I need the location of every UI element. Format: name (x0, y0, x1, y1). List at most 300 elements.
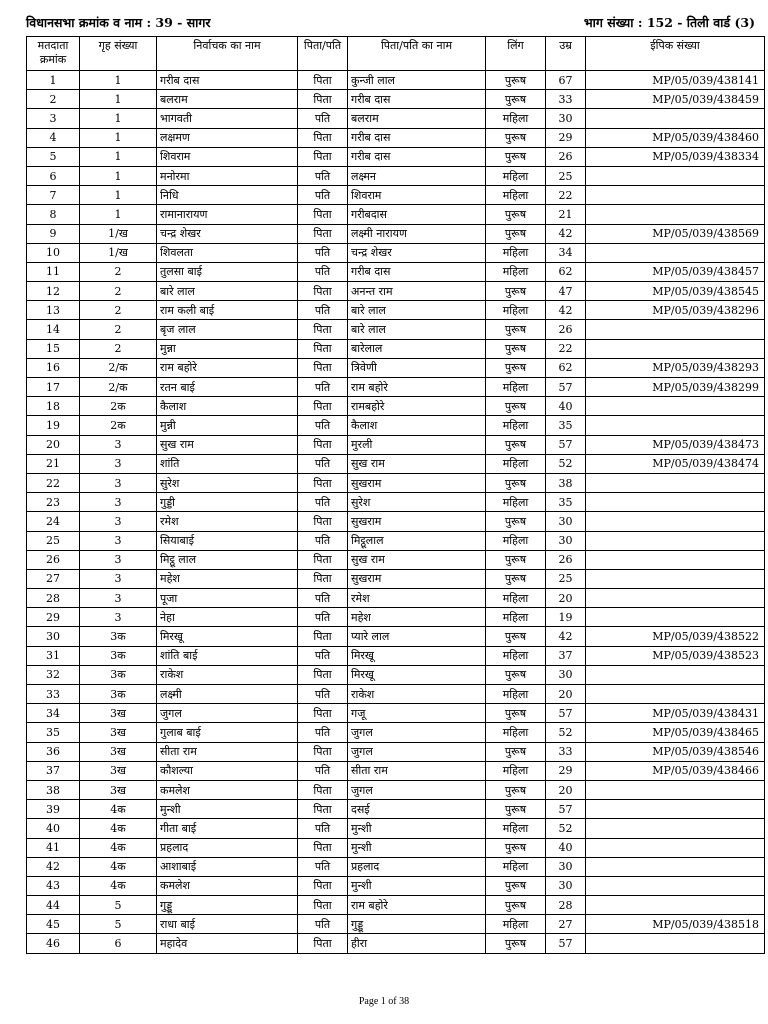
relation-cell: पिता (298, 665, 348, 684)
name-cell: रतन बाई (157, 378, 298, 397)
table-row (27, 838, 765, 857)
epic-cell: MP/05/039/438466 (586, 761, 765, 780)
epic-cell: MP/05/039/438474 (586, 454, 765, 473)
house-cell: 2/क (80, 358, 157, 377)
gender-cell: पुरूष (486, 934, 546, 953)
table-row (27, 512, 765, 531)
relation-cell: पिता (298, 90, 348, 109)
relation-cell: पति (298, 685, 348, 704)
age-cell: 42 (546, 301, 586, 320)
house-cell: 1 (80, 166, 157, 185)
relation-cell: पिता (298, 627, 348, 646)
house-cell: 3ख (80, 704, 157, 723)
epic-cell (586, 876, 765, 895)
house-cell: 2 (80, 320, 157, 339)
relative-name-cell: मिरखू (348, 665, 486, 684)
relative-name-cell: गुड्डू (348, 915, 486, 934)
table-row (27, 780, 765, 799)
relation-cell: पति (298, 262, 348, 281)
table-row (27, 857, 765, 876)
epic-cell: MP/05/039/438569 (586, 224, 765, 243)
epic-cell (586, 800, 765, 819)
age-cell: 21 (546, 205, 586, 224)
epic-cell: MP/05/039/438431 (586, 704, 765, 723)
house-cell: 1 (80, 205, 157, 224)
name-cell: बारे लाल (157, 282, 298, 301)
name-cell: महादेव (157, 934, 298, 953)
relative-name-cell: अनन्त राम (348, 282, 486, 301)
relative-name-cell: गरीब दास (348, 147, 486, 166)
epic-cell (586, 493, 765, 512)
col-header-serial: मतदाता क्रमांक (27, 37, 80, 71)
table-row (27, 627, 765, 646)
name-cell: शांति (157, 454, 298, 473)
age-cell: 29 (546, 128, 586, 147)
gender-cell: महिला (486, 493, 546, 512)
gender-cell: महिला (486, 723, 546, 742)
serial-cell: 42 (27, 857, 80, 876)
age-cell: 33 (546, 742, 586, 761)
relative-name-cell: राकेश (348, 685, 486, 704)
age-cell: 33 (546, 90, 586, 109)
relative-name-cell: बारे लाल (348, 301, 486, 320)
epic-cell (586, 608, 765, 627)
relative-name-cell: रमेश (348, 589, 486, 608)
relation-cell: पति (298, 723, 348, 742)
relative-name-cell: मुरली (348, 435, 486, 454)
table-header-row (27, 37, 765, 71)
relative-name-cell: प्रहलाद (348, 857, 486, 876)
name-cell: मुन्शी (157, 800, 298, 819)
serial-cell: 29 (27, 608, 80, 627)
part-title: भाग संख्या : 152 - तिली वार्ड (3) (583, 15, 755, 30)
epic-cell: MP/05/039/438457 (586, 262, 765, 281)
relative-name-cell: हीरा (348, 934, 486, 953)
gender-cell: पुरूष (486, 90, 546, 109)
gender-cell: पुरूष (486, 800, 546, 819)
epic-cell: MP/05/039/438334 (586, 147, 765, 166)
col-header-name: निर्वाचक का नाम (157, 37, 298, 71)
table-row (27, 531, 765, 550)
epic-cell (586, 320, 765, 339)
age-cell: 26 (546, 320, 586, 339)
epic-cell (586, 550, 765, 569)
name-cell: राम बहोरे (157, 358, 298, 377)
serial-cell: 5 (27, 147, 80, 166)
age-cell: 27 (546, 915, 586, 934)
relation-cell: पति (298, 608, 348, 627)
age-cell: 37 (546, 646, 586, 665)
table-row (27, 665, 765, 684)
serial-cell: 18 (27, 397, 80, 416)
table-body (27, 71, 765, 954)
epic-cell (586, 205, 765, 224)
serial-cell: 4 (27, 128, 80, 147)
age-cell: 25 (546, 569, 586, 588)
relation-cell: पिता (298, 742, 348, 761)
epic-cell: MP/05/039/438523 (586, 646, 765, 665)
table-row (27, 109, 765, 128)
gender-cell: महिला (486, 186, 546, 205)
table-row (27, 646, 765, 665)
house-cell: 2क (80, 416, 157, 435)
page-header (26, 14, 755, 34)
epic-cell: MP/05/039/438293 (586, 358, 765, 377)
relative-name-cell: जुगल (348, 780, 486, 799)
table-row (27, 876, 765, 895)
age-cell: 62 (546, 358, 586, 377)
age-cell: 34 (546, 243, 586, 262)
relation-cell: पिता (298, 71, 348, 90)
relation-cell: पिता (298, 800, 348, 819)
house-cell: 2 (80, 301, 157, 320)
gender-cell: पुरूष (486, 512, 546, 531)
age-cell: 25 (546, 166, 586, 185)
epic-cell: MP/05/039/438141 (586, 71, 765, 90)
name-cell: बृज लाल (157, 320, 298, 339)
gender-cell: पुरूष (486, 205, 546, 224)
gender-cell: महिला (486, 301, 546, 320)
age-cell: 57 (546, 435, 586, 454)
serial-cell: 25 (27, 531, 80, 550)
gender-cell: महिला (486, 262, 546, 281)
relation-cell: पिता (298, 934, 348, 953)
gender-cell: महिला (486, 589, 546, 608)
table-row (27, 704, 765, 723)
serial-cell: 13 (27, 301, 80, 320)
name-cell: तुलसा बाई (157, 262, 298, 281)
relation-cell: पिता (298, 282, 348, 301)
gender-cell: पुरूष (486, 397, 546, 416)
name-cell: कमलेश (157, 876, 298, 895)
epic-cell (586, 838, 765, 857)
relative-name-cell: गरीब दास (348, 262, 486, 281)
house-cell: 1 (80, 90, 157, 109)
constituency-title: विधानसभा क्रमांक व नाम : 39 - सागर (26, 15, 211, 30)
name-cell: प्रहलाद (157, 838, 298, 857)
epic-cell (586, 339, 765, 358)
relation-cell: पति (298, 819, 348, 838)
age-cell: 62 (546, 262, 586, 281)
serial-cell: 1 (27, 71, 80, 90)
age-cell: 40 (546, 838, 586, 857)
house-cell: 2 (80, 282, 157, 301)
relative-name-cell: सुखराम (348, 473, 486, 492)
relative-name-cell: लक्ष्मी नारायण (348, 224, 486, 243)
relative-name-cell: सुखराम (348, 569, 486, 588)
serial-cell: 11 (27, 262, 80, 281)
serial-cell: 26 (27, 550, 80, 569)
serial-cell: 31 (27, 646, 80, 665)
voter-table (26, 36, 765, 954)
epic-cell (586, 857, 765, 876)
name-cell: नेहा (157, 608, 298, 627)
table-row (27, 90, 765, 109)
age-cell: 28 (546, 896, 586, 915)
age-cell: 38 (546, 473, 586, 492)
house-cell: 3क (80, 685, 157, 704)
serial-cell: 27 (27, 569, 80, 588)
relative-name-cell: रामबहोरे (348, 397, 486, 416)
gender-cell: पुरूष (486, 473, 546, 492)
gender-cell: महिला (486, 819, 546, 838)
table-row (27, 608, 765, 627)
relation-cell: पति (298, 166, 348, 185)
age-cell: 42 (546, 627, 586, 646)
house-cell: 3 (80, 493, 157, 512)
table-row (27, 205, 765, 224)
house-cell: 2 (80, 339, 157, 358)
col-header-epic: ईपिक संख्या (586, 37, 765, 71)
gender-cell: पुरूष (486, 147, 546, 166)
table-row (27, 224, 765, 243)
house-cell: 3 (80, 512, 157, 531)
serial-cell: 35 (27, 723, 80, 742)
age-cell: 20 (546, 685, 586, 704)
gender-cell: महिला (486, 243, 546, 262)
serial-cell: 21 (27, 454, 80, 473)
name-cell: सियाबाई (157, 531, 298, 550)
relative-name-cell: सुरेश (348, 493, 486, 512)
table-row (27, 147, 765, 166)
gender-cell: पुरूष (486, 71, 546, 90)
serial-cell: 24 (27, 512, 80, 531)
name-cell: राधा बाई (157, 915, 298, 934)
epic-cell (586, 569, 765, 588)
name-cell: रमेश (157, 512, 298, 531)
epic-cell (586, 780, 765, 799)
relation-cell: पति (298, 646, 348, 665)
relative-name-cell: गरीब दास (348, 90, 486, 109)
house-cell: 3 (80, 531, 157, 550)
relative-name-cell: सुख राम (348, 454, 486, 473)
age-cell: 22 (546, 339, 586, 358)
name-cell: मिरखू (157, 627, 298, 646)
house-cell: 1 (80, 71, 157, 90)
name-cell: पूजा (157, 589, 298, 608)
house-cell: 6 (80, 934, 157, 953)
gender-cell: महिला (486, 109, 546, 128)
name-cell: कमलेश (157, 780, 298, 799)
age-cell: 22 (546, 186, 586, 205)
name-cell: मुन्ना (157, 339, 298, 358)
relative-name-cell: मिरखू (348, 646, 486, 665)
table-row (27, 800, 765, 819)
name-cell: महेश (157, 569, 298, 588)
age-cell: 30 (546, 512, 586, 531)
age-cell: 30 (546, 665, 586, 684)
name-cell: भागवती (157, 109, 298, 128)
house-cell: 4क (80, 838, 157, 857)
age-cell: 52 (546, 819, 586, 838)
table-row (27, 339, 765, 358)
serial-cell: 10 (27, 243, 80, 262)
page-footer: Page 1 of 38 (358, 996, 410, 1007)
epic-cell: MP/05/039/438296 (586, 301, 765, 320)
house-cell: 3 (80, 550, 157, 569)
epic-cell (586, 934, 765, 953)
epic-cell (586, 109, 765, 128)
epic-cell (586, 819, 765, 838)
table-row (27, 819, 765, 838)
epic-cell: MP/05/039/438545 (586, 282, 765, 301)
age-cell: 30 (546, 531, 586, 550)
relative-name-cell: सुखराम (348, 512, 486, 531)
relative-name-cell: कैलाश (348, 416, 486, 435)
house-cell: 3क (80, 627, 157, 646)
name-cell: शिवलता (157, 243, 298, 262)
table-row (27, 685, 765, 704)
age-cell: 40 (546, 397, 586, 416)
relative-name-cell: बारे लाल (348, 320, 486, 339)
epic-cell (586, 589, 765, 608)
age-cell: 57 (546, 800, 586, 819)
house-cell: 1 (80, 147, 157, 166)
epic-cell: MP/05/039/438518 (586, 915, 765, 934)
age-cell: 26 (546, 147, 586, 166)
serial-cell: 39 (27, 800, 80, 819)
relation-cell: पिता (298, 224, 348, 243)
age-cell: 19 (546, 608, 586, 627)
relation-cell: पति (298, 915, 348, 934)
age-cell: 52 (546, 454, 586, 473)
table-row (27, 915, 765, 934)
house-cell: 1/ख (80, 243, 157, 262)
relative-name-cell: जुगल (348, 723, 486, 742)
relation-cell: पिता (298, 435, 348, 454)
serial-cell: 9 (27, 224, 80, 243)
table-row (27, 550, 765, 569)
serial-cell: 12 (27, 282, 80, 301)
relative-name-cell: त्रिवेणी (348, 358, 486, 377)
house-cell: 3 (80, 589, 157, 608)
epic-cell (586, 397, 765, 416)
relative-name-cell: लक्ष्मन (348, 166, 486, 185)
age-cell: 29 (546, 761, 586, 780)
gender-cell: पुरूष (486, 627, 546, 646)
table-row (27, 723, 765, 742)
serial-cell: 23 (27, 493, 80, 512)
house-cell: 2क (80, 397, 157, 416)
serial-cell: 30 (27, 627, 80, 646)
relative-name-cell: कुन्जी लाल (348, 71, 486, 90)
gender-cell: पुरूष (486, 128, 546, 147)
gender-cell: महिला (486, 761, 546, 780)
epic-cell (586, 166, 765, 185)
house-cell: 3 (80, 608, 157, 627)
age-cell: 52 (546, 723, 586, 742)
gender-cell: पुरूष (486, 896, 546, 915)
relative-name-cell: मुन्शी (348, 819, 486, 838)
relation-cell: पति (298, 761, 348, 780)
relation-cell: पिता (298, 473, 348, 492)
name-cell: लक्ष्मी (157, 685, 298, 704)
table-row (27, 473, 765, 492)
relative-name-cell: जुगल (348, 742, 486, 761)
relation-cell: पिता (298, 838, 348, 857)
gender-cell: पुरूष (486, 320, 546, 339)
epic-cell: MP/05/039/438460 (586, 128, 765, 147)
gender-cell: महिला (486, 685, 546, 704)
epic-cell (586, 512, 765, 531)
age-cell: 26 (546, 550, 586, 569)
house-cell: 3 (80, 473, 157, 492)
table-row (27, 896, 765, 915)
relative-name-cell: बलराम (348, 109, 486, 128)
serial-cell: 16 (27, 358, 80, 377)
house-cell: 3 (80, 435, 157, 454)
serial-cell: 7 (27, 186, 80, 205)
epic-cell: MP/05/039/438522 (586, 627, 765, 646)
house-cell: 1 (80, 109, 157, 128)
relative-name-cell: चन्द्र शेखर (348, 243, 486, 262)
serial-cell: 2 (27, 90, 80, 109)
gender-cell: महिला (486, 454, 546, 473)
house-cell: 3क (80, 646, 157, 665)
house-cell: 1 (80, 128, 157, 147)
name-cell: सुख राम (157, 435, 298, 454)
age-cell: 35 (546, 493, 586, 512)
table-row (27, 358, 765, 377)
epic-cell (586, 243, 765, 262)
serial-cell: 17 (27, 378, 80, 397)
relation-cell: पिता (298, 704, 348, 723)
table-row (27, 493, 765, 512)
gender-cell: महिला (486, 378, 546, 397)
name-cell: मिट्ठू लाल (157, 550, 298, 569)
gender-cell: पुरूष (486, 339, 546, 358)
house-cell: 3 (80, 569, 157, 588)
house-cell: 4क (80, 857, 157, 876)
col-header-relative-name: पिता/पति का नाम (348, 37, 486, 71)
relation-cell: पति (298, 243, 348, 262)
name-cell: मनोरमा (157, 166, 298, 185)
gender-cell: पुरूष (486, 569, 546, 588)
serial-cell: 43 (27, 876, 80, 895)
name-cell: सुरेश (157, 473, 298, 492)
table-row (27, 569, 765, 588)
serial-cell: 19 (27, 416, 80, 435)
age-cell: 57 (546, 378, 586, 397)
table-row (27, 934, 765, 953)
relation-cell: पति (298, 109, 348, 128)
serial-cell: 46 (27, 934, 80, 953)
name-cell: शिवराम (157, 147, 298, 166)
relation-cell: पति (298, 454, 348, 473)
house-cell: 3ख (80, 723, 157, 742)
epic-cell (586, 896, 765, 915)
gender-cell: पुरूष (486, 780, 546, 799)
gender-cell: पुरूष (486, 224, 546, 243)
epic-cell (586, 473, 765, 492)
relative-name-cell: राम बहोरे (348, 896, 486, 915)
table-row (27, 378, 765, 397)
serial-cell: 14 (27, 320, 80, 339)
relation-cell: पति (298, 416, 348, 435)
house-cell: 2/क (80, 378, 157, 397)
name-cell: शांति बाई (157, 646, 298, 665)
table-row (27, 186, 765, 205)
house-cell: 3 (80, 454, 157, 473)
relation-cell: पिता (298, 358, 348, 377)
serial-cell: 34 (27, 704, 80, 723)
table-row (27, 435, 765, 454)
relative-name-cell: बारेलाल (348, 339, 486, 358)
house-cell: 3ख (80, 780, 157, 799)
gender-cell: पुरूष (486, 282, 546, 301)
gender-cell: महिला (486, 915, 546, 934)
name-cell: निधि (157, 186, 298, 205)
